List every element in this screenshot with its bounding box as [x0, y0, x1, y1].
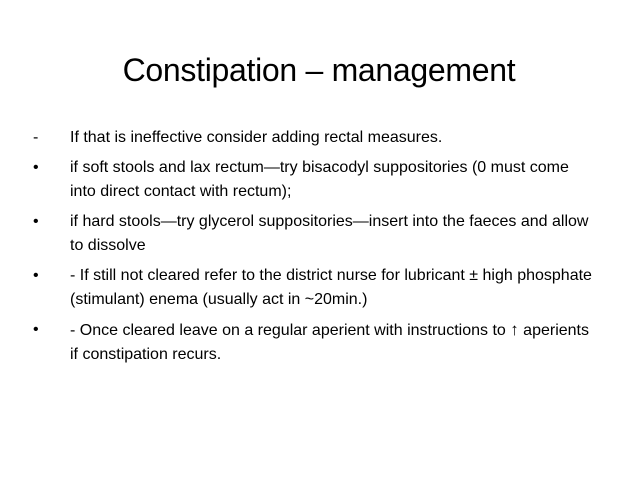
item-text-before: - Once cleared leave on a regular aperient with instructions to [70, 322, 511, 339]
bullet-marker: • [33, 159, 39, 176]
dash-marker: - [33, 129, 39, 146]
list-item [33, 156, 593, 204]
list-item [33, 318, 593, 367]
item-text: if hard stools—try glycerol suppositories—insert into the faeces and allow to dissolve [70, 213, 589, 254]
item-text-after: aperients if constipation recurs. [70, 322, 589, 363]
bullet-marker: • [33, 321, 39, 338]
up-arrow-icon: ↑ [510, 320, 519, 339]
bullet-marker: • [33, 213, 39, 230]
item-text: If that is ineffective consider adding rectal measures. [70, 129, 443, 146]
item-text: - If still not cleared refer to the district nurse for lubricant ± high phosphate (stimulant) enema (usually act in ~20min.) [70, 267, 592, 308]
list-item [33, 126, 593, 150]
list-item [33, 264, 593, 312]
bullet-marker: • [33, 267, 39, 284]
item-text: if soft stools and lax rectum—try bisacodyl suppositories (0 must come into direct contact with rectum); [70, 159, 569, 200]
slide-title: Constipation – management [122, 52, 516, 88]
list-item [33, 210, 593, 258]
bullet-list [33, 126, 593, 373]
